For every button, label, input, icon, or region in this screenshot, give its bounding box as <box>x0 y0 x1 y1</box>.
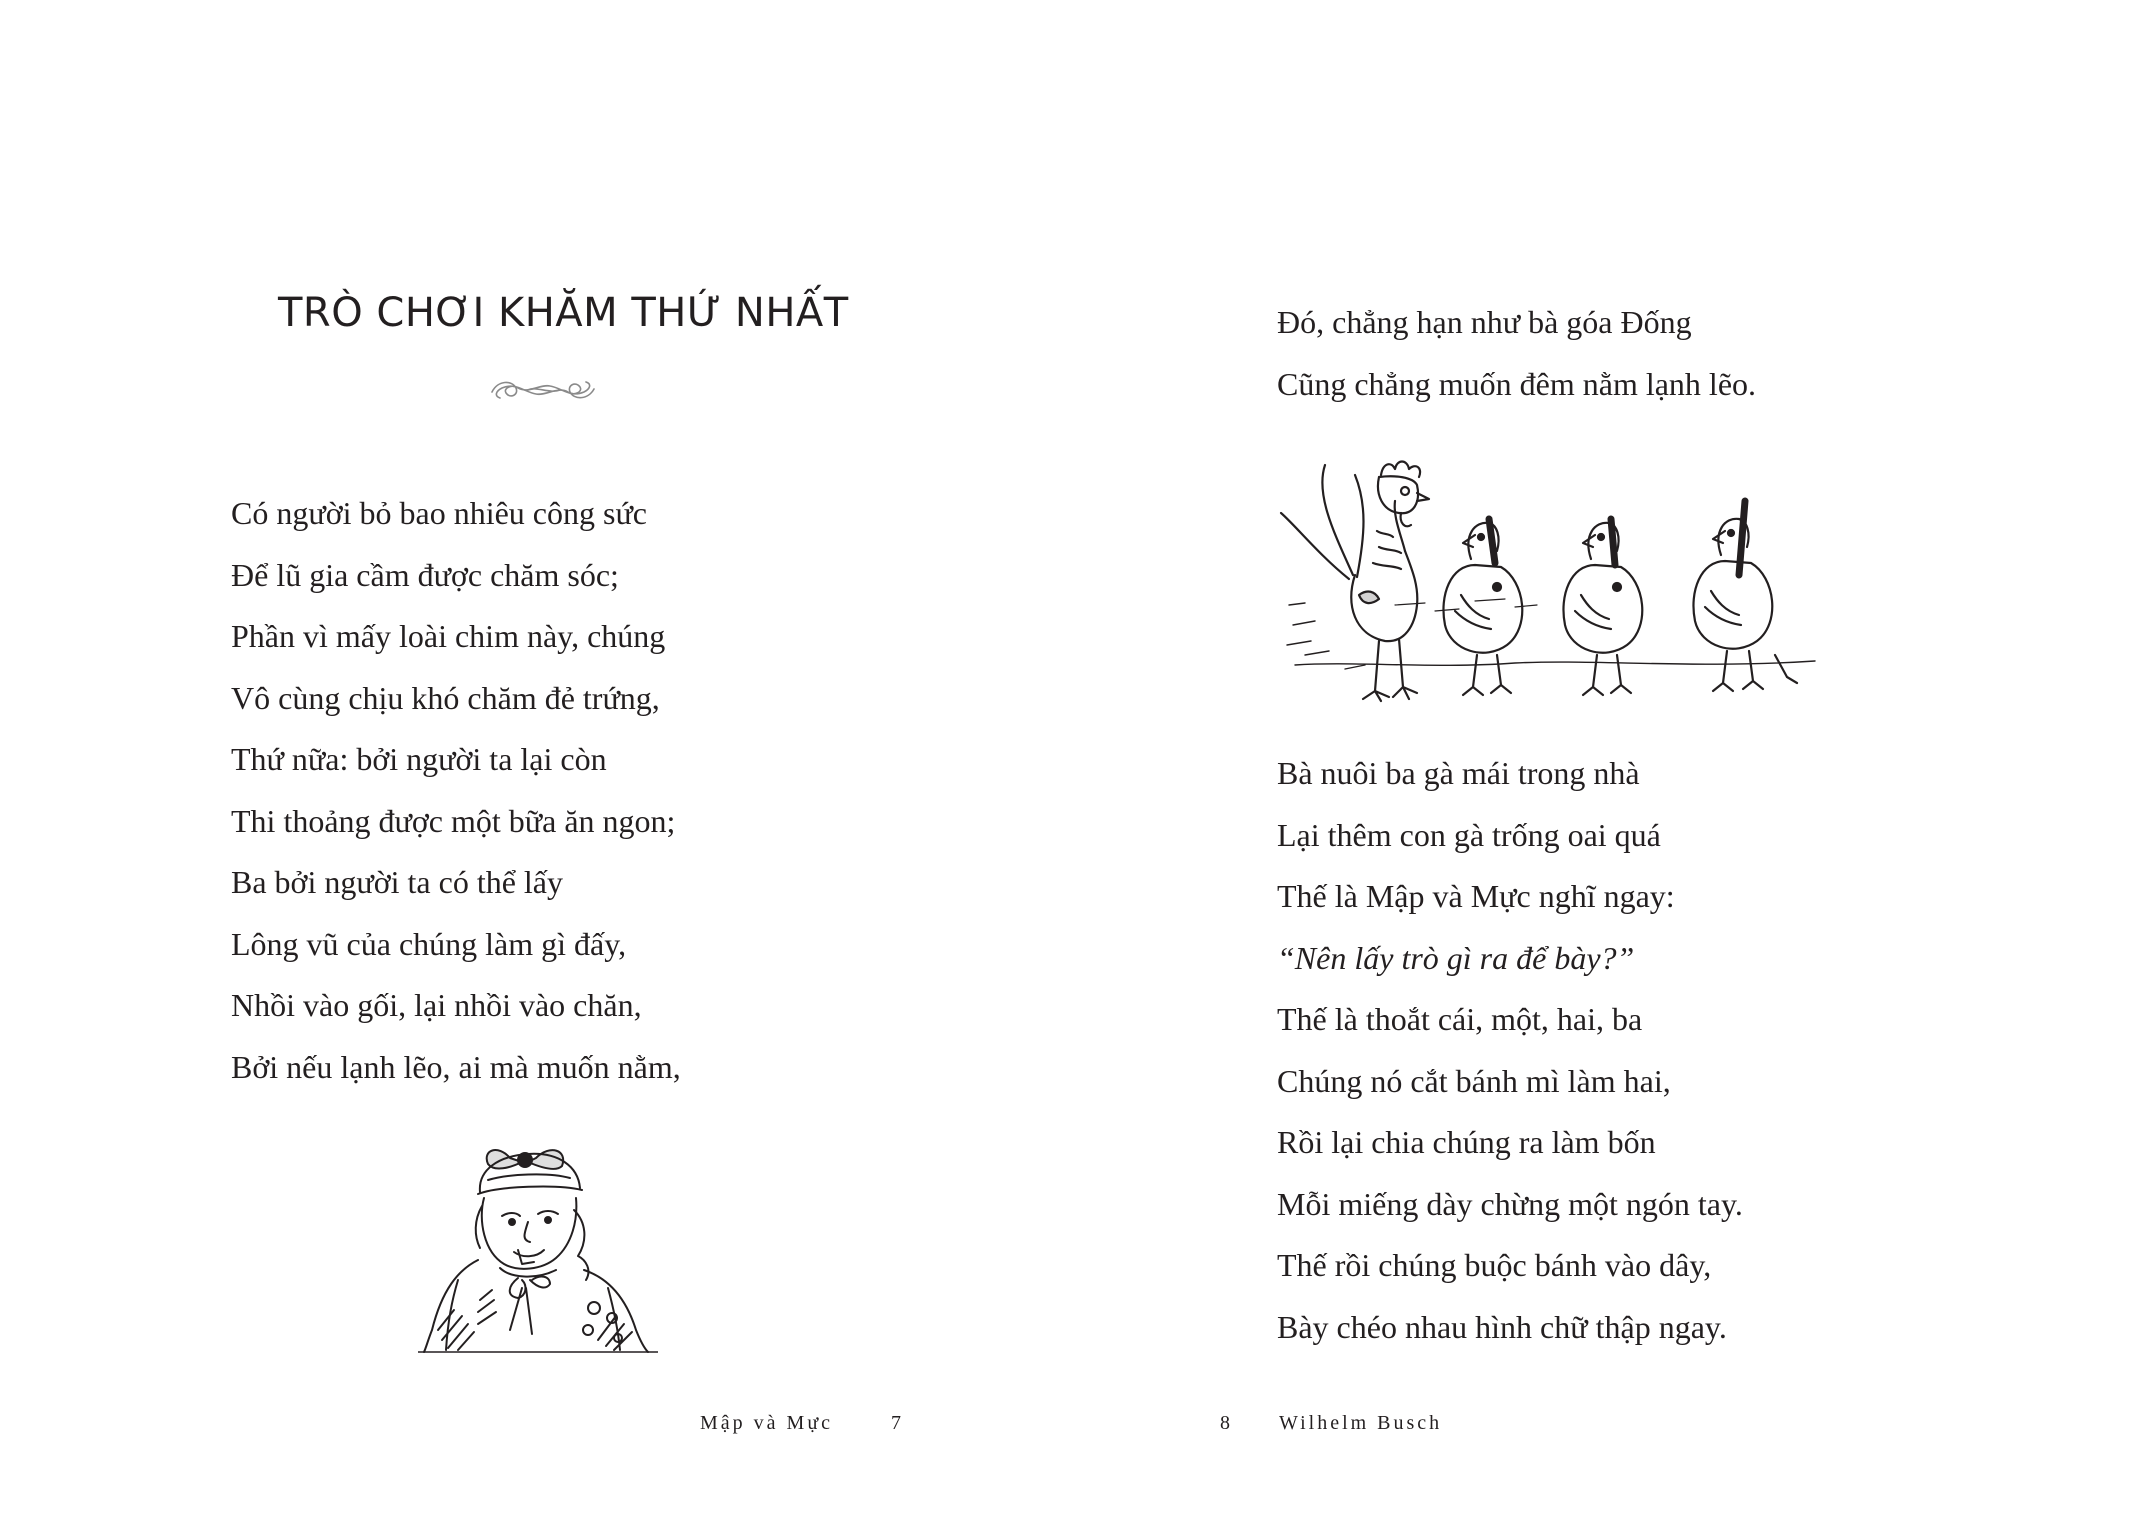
page-number: 8 <box>1220 1412 1230 1434</box>
verse-line: Lông vũ của chúng làm gì đấy, <box>231 925 627 962</box>
verse-line: Thi thoảng được một bữa ăn ngon; <box>231 802 676 839</box>
verse-line: Nhồi vào gối, lại nhồi vào chăn, <box>231 987 642 1023</box>
page-number: 7 <box>891 1412 901 1434</box>
right-page <box>1070 0 2139 1528</box>
verse-line: Đó, chẳng hạn như bà góa Đống <box>1277 304 1692 340</box>
verse-line: Phần vì mấy loài chim này, chúng <box>231 618 666 654</box>
right-verse-top <box>1277 292 1756 415</box>
verse-line: Ba bởi người ta có thể lấy <box>231 864 563 900</box>
verse-line: Thế là Mập và Mực nghĩ ngay: <box>1277 878 1675 914</box>
verse-line: Thế là thoắt cái, một, hai, ba <box>1277 1001 1643 1037</box>
verse-line: Cũng chẳng muốn đêm nằm lạnh lẽo. <box>1277 365 1757 402</box>
verse-line: Lại thêm con gà trống oai quá <box>1277 816 1661 853</box>
verse-line: Rồi lại chia chúng ra làm bốn <box>1277 1124 1656 1160</box>
verse-line: Bà nuôi ba gà mái trong nhà <box>1277 755 1640 791</box>
ornament-flourish-icon <box>488 372 598 408</box>
running-head-author: Wilhelm Busch <box>1279 1412 1443 1434</box>
left-verse <box>231 483 681 1098</box>
verse-line: Bày chéo nhau hình chữ thập ngay. <box>1277 1308 1727 1345</box>
chapter-title: TRÒ CHƠI KHĂM THỨ NHẤT <box>278 290 849 336</box>
verse-line: Thứ nữa: bởi người ta lại còn <box>231 741 607 777</box>
verse-line: Bởi nếu lạnh lẽo, ai mà muốn nằm, <box>231 1048 681 1085</box>
widow-portrait-illustration <box>418 1140 658 1355</box>
verse-line: Vô cùng chịu khó chăm đẻ trứng, <box>231 679 660 716</box>
verse-line: Để lũ gia cầm được chăm sóc; <box>231 556 619 593</box>
running-head-book-title: Mập và Mực <box>700 1412 834 1434</box>
left-page <box>0 0 1069 1528</box>
verse-line-quote: “Nên lấy trò gì ra để bày?” <box>1277 939 1635 976</box>
right-verse-bottom <box>1277 743 1743 1358</box>
verse-line: Mỗi miếng dày chừng một ngón tay. <box>1277 1185 1743 1222</box>
verse-line: Có người bỏ bao nhiêu công sức <box>231 495 647 531</box>
verse-line: Thế rồi chúng buộc bánh vào dây, <box>1277 1247 1712 1283</box>
verse-line: Chúng nó cắt bánh mì làm hai, <box>1277 1062 1671 1099</box>
rooster-and-hens-illustration <box>1275 455 1820 715</box>
